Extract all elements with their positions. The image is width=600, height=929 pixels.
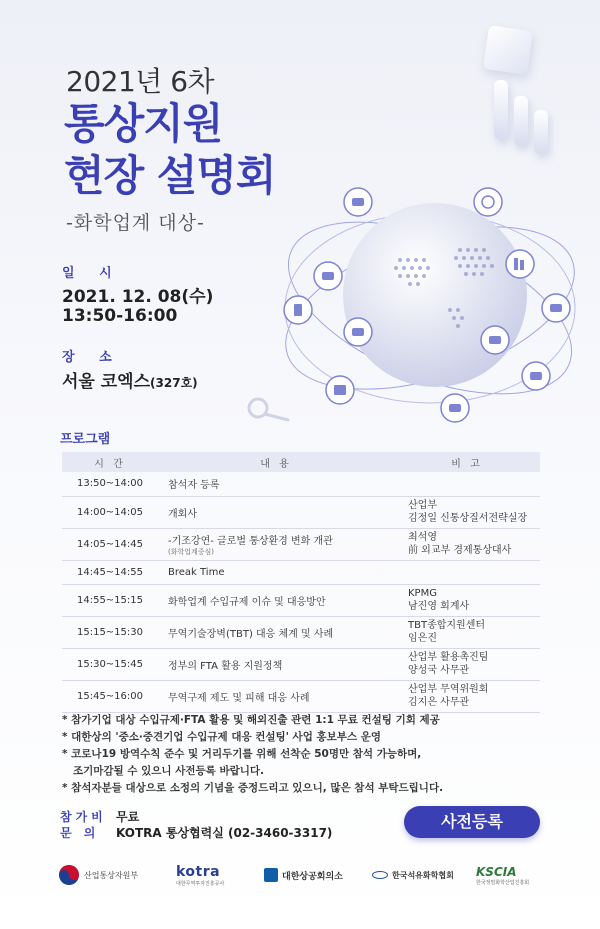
- kcci-logo: 대한상공회의소: [264, 860, 343, 890]
- header-note: 비 고: [394, 452, 540, 472]
- fee-label: 참가비: [60, 810, 107, 824]
- place-name: 서울 코엑스: [62, 372, 151, 392]
- table-row: 14:45~14:55 Break Time: [62, 560, 540, 584]
- kotra-logo: kotra 대한무역투자진흥공사: [176, 863, 225, 887]
- note-item: * 참석자분들 대상으로 소정의 기념을 증정드리고 있으니, 많은 참석 부탁드립니다.: [62, 782, 444, 794]
- motie-logo: 산업통상자원부: [58, 860, 138, 890]
- pre-register-button[interactable]: 사전등록: [404, 806, 540, 838]
- table-row: 15:30~15:45 정부의 FTA 활용 지원정책 산업부 활용촉진팀 양성국 사무관: [62, 648, 540, 680]
- page-subtitle: -화학업계 대상-: [66, 212, 205, 234]
- table-row: 14:05~14:45 -기조강연- 글로벌 통상환경 변화 개관 (화학업계중심) 최석영 前 외교부 경제통상대사: [62, 528, 540, 560]
- date-label: 일 시: [62, 266, 122, 281]
- notes-list: [62, 712, 443, 797]
- table-row: 13:50~14:00 참석자 등록: [62, 472, 540, 496]
- title-line-2: 현장 설명회: [64, 151, 276, 200]
- kpia-logo: 한국석유화학협회: [372, 860, 454, 890]
- sponsor-logos: [58, 860, 548, 890]
- event-place: [62, 367, 198, 392]
- note-item: * 참가기업 대상 수입규제·FTA 활용 및 해외진출 관련 1:1 무료 컨설팅 기회 제공: [62, 714, 440, 726]
- table-header-row: [62, 452, 540, 472]
- globe-illustration: [270, 180, 590, 430]
- kcci-mark-icon: [264, 868, 278, 882]
- contact-value: KOTRA 통상협력실 (02-3460-3317): [116, 826, 333, 840]
- title-line-1: 통상지원: [64, 99, 223, 148]
- note-item: 조기마감될 수 있으니 사전등록 바랍니다.: [62, 765, 265, 777]
- event-year: 2021년 6차: [66, 65, 215, 98]
- magnifier-icon: [240, 396, 300, 426]
- note-item: * 코로나19 방역수칙 준수 및 거리두기를 위해 선착순 50명만 참석 가능하며,: [62, 748, 422, 760]
- program-table: [62, 452, 540, 713]
- decorative-bars: [484, 40, 564, 160]
- taegeuk-icon: [58, 864, 80, 886]
- place-label: 장 소: [62, 350, 122, 365]
- kscia-logo: KSCIA 한국정밀화학산업진흥회: [476, 864, 530, 886]
- event-time: 13:50-16:00: [62, 306, 178, 326]
- program-title: 프로그램: [60, 432, 111, 447]
- event-date: 2021. 12. 08(수): [62, 287, 214, 307]
- kpia-mark-icon: [372, 871, 388, 879]
- table-row: 15:15~15:30 무역기술장벽(TBT) 대응 체계 및 사례 TBT종합지원센터 임은진: [62, 616, 540, 648]
- contact-label: 문 의: [60, 826, 100, 840]
- header-time: 시 간: [62, 452, 158, 472]
- table-row: 15:45~16:00 무역구제 제도 및 피해 대응 사례 산업부 무역위원회 김지은 사무관: [62, 680, 540, 712]
- place-room: (327호): [150, 376, 198, 390]
- table-row: 14:00~14:05 개회사 산업부 김정일 신통상질서전략실장: [62, 496, 540, 528]
- header-content: 내 용: [158, 452, 394, 472]
- note-item: * 대한상의 '중소·중견기업 수입규제 대응 컨설팅' 사업 홍보부스 운영: [62, 731, 382, 743]
- table-row: 14:55~15:15 화학업계 수입규제 이슈 및 대응방안 KPMG 남진영 회계사: [62, 584, 540, 616]
- page-title: [64, 98, 275, 202]
- fee-value: 무료: [116, 810, 140, 824]
